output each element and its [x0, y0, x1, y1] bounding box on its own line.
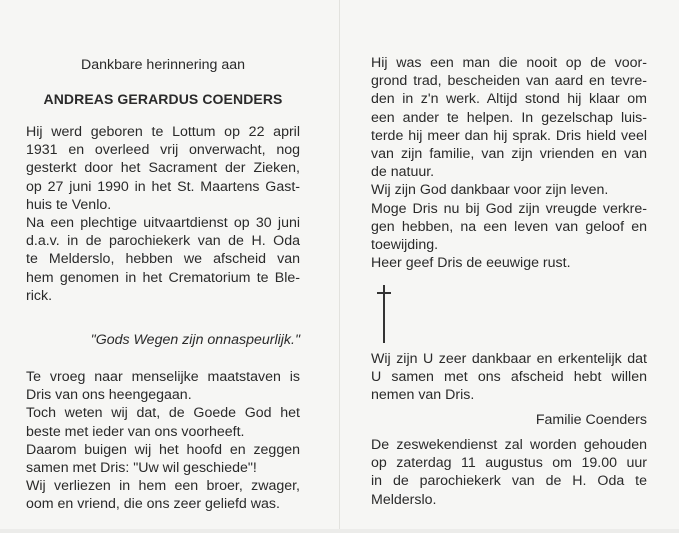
biography-block — [26, 123, 300, 305]
funeral-paragraph — [26, 214, 300, 305]
text-line: grond trad, bescheiden van aard en tevre- — [371, 73, 647, 90]
eternal-rest-paragraph — [371, 254, 647, 272]
family-signature: Familie Coenders — [535, 412, 647, 428]
text-line: Toch weten wij dat, de Goede God het — [26, 405, 300, 422]
text-line: de natuur. — [371, 164, 435, 181]
text-line: gen hebben, na een leven van geloof en — [371, 218, 647, 235]
text-line: hem genomen in het Crematorium te Ble- — [26, 269, 300, 286]
character-paragraph — [371, 54, 647, 181]
text-line: in de parochiekerk van de H. Oda te — [371, 473, 647, 490]
six-week-service-block — [371, 436, 647, 509]
text-line: toewijding. — [371, 237, 439, 254]
text-line: nemen van Dris. — [371, 387, 475, 404]
text-line: te Melderslo, hebben we afscheid van — [26, 251, 300, 268]
prayer-paragraph — [371, 200, 647, 255]
text-line: gesterkt door het Sacrament der Zieken, — [26, 160, 300, 177]
text-line: Daarom buigen wij het hoofd en zeggen — [26, 441, 300, 458]
text-line: Hij werd geboren te Lottum op 22 april — [26, 124, 300, 140]
text-line: 1931 en overleed vrij onverwacht, nog — [26, 142, 300, 159]
text-line: op zaterdag 11 augustus om 19.00 uur — [371, 455, 647, 472]
text-line: van zijn familie, van zijn vrienden en van — [371, 146, 647, 163]
quote-text: "Gods Wegen zijn onnaspeurlijk." — [90, 332, 300, 348]
text-line: terde hij meer dan hij sprak. Dris hield veel — [371, 127, 647, 144]
text-line: De zeswekendienst zal worden gehouden — [371, 437, 647, 453]
card-heading: Dankbare herinnering aan — [80, 57, 246, 73]
text-line: beste met ieder van ons voorheeft. — [26, 423, 245, 440]
reflection-paragraph — [26, 441, 300, 477]
deceased-name: ANDREAS GERARDUS COENDERS — [43, 91, 283, 107]
text-line: d.a.v. in de parochiekerk van de H. Oda — [26, 233, 300, 250]
card-bottom-edge — [0, 529, 679, 533]
text-line: Te vroeg naar menselijke maatstaven is — [26, 369, 300, 385]
text-line: U samen met ons afscheid hebt willen — [371, 369, 647, 386]
reflection-paragraph — [26, 404, 300, 440]
text-line: Dris van ons heengegaan. — [26, 387, 192, 404]
character-block — [371, 54, 647, 272]
text-line: samen met Dris: "Uw wil geschiede"! — [26, 460, 257, 477]
reflection-block — [26, 368, 300, 514]
thanks-paragraph — [371, 350, 647, 405]
text-line: den in z'n werk. Altijd stond hij klaar om — [371, 91, 647, 108]
thanks-block — [371, 350, 647, 405]
reflection-paragraph — [26, 368, 300, 404]
latin-cross-icon — [377, 285, 391, 343]
text-line: Wij zijn U zeer dankbaar en erkentelijk dat — [371, 351, 647, 367]
reflection-paragraph — [26, 477, 300, 513]
text-line: huis te Venlo. — [26, 196, 112, 213]
text-line: Wij zijn God dankbaar voor zijn leven. — [371, 182, 609, 199]
text-line: Heer geef Dris de eeuwige rust. — [371, 255, 571, 272]
text-line: een ander te helpen. In gezelschap luis- — [371, 109, 647, 126]
text-line: Moge Dris nu bij God zijn vreugde verkre- — [371, 200, 647, 217]
birth-death-paragraph — [26, 123, 300, 214]
text-line: rick. — [26, 287, 53, 304]
text-line: Hij was een man die nooit op de voor- — [371, 55, 647, 71]
text-line: op 27 juni 1990 in het St. Maartens Gast- — [26, 178, 300, 195]
text-line: oom en vriend, die ons zeer geliefd was. — [26, 496, 280, 513]
text-line: Wij verliezen in hem een broer, zwager, — [26, 478, 300, 495]
card-fold-line — [339, 0, 340, 533]
text-line: Na een plechtige uitvaartdienst op 30 juni — [26, 215, 300, 232]
text-line: Melderslo. — [371, 491, 437, 508]
service-paragraph — [371, 436, 647, 509]
gratitude-paragraph — [371, 181, 647, 199]
